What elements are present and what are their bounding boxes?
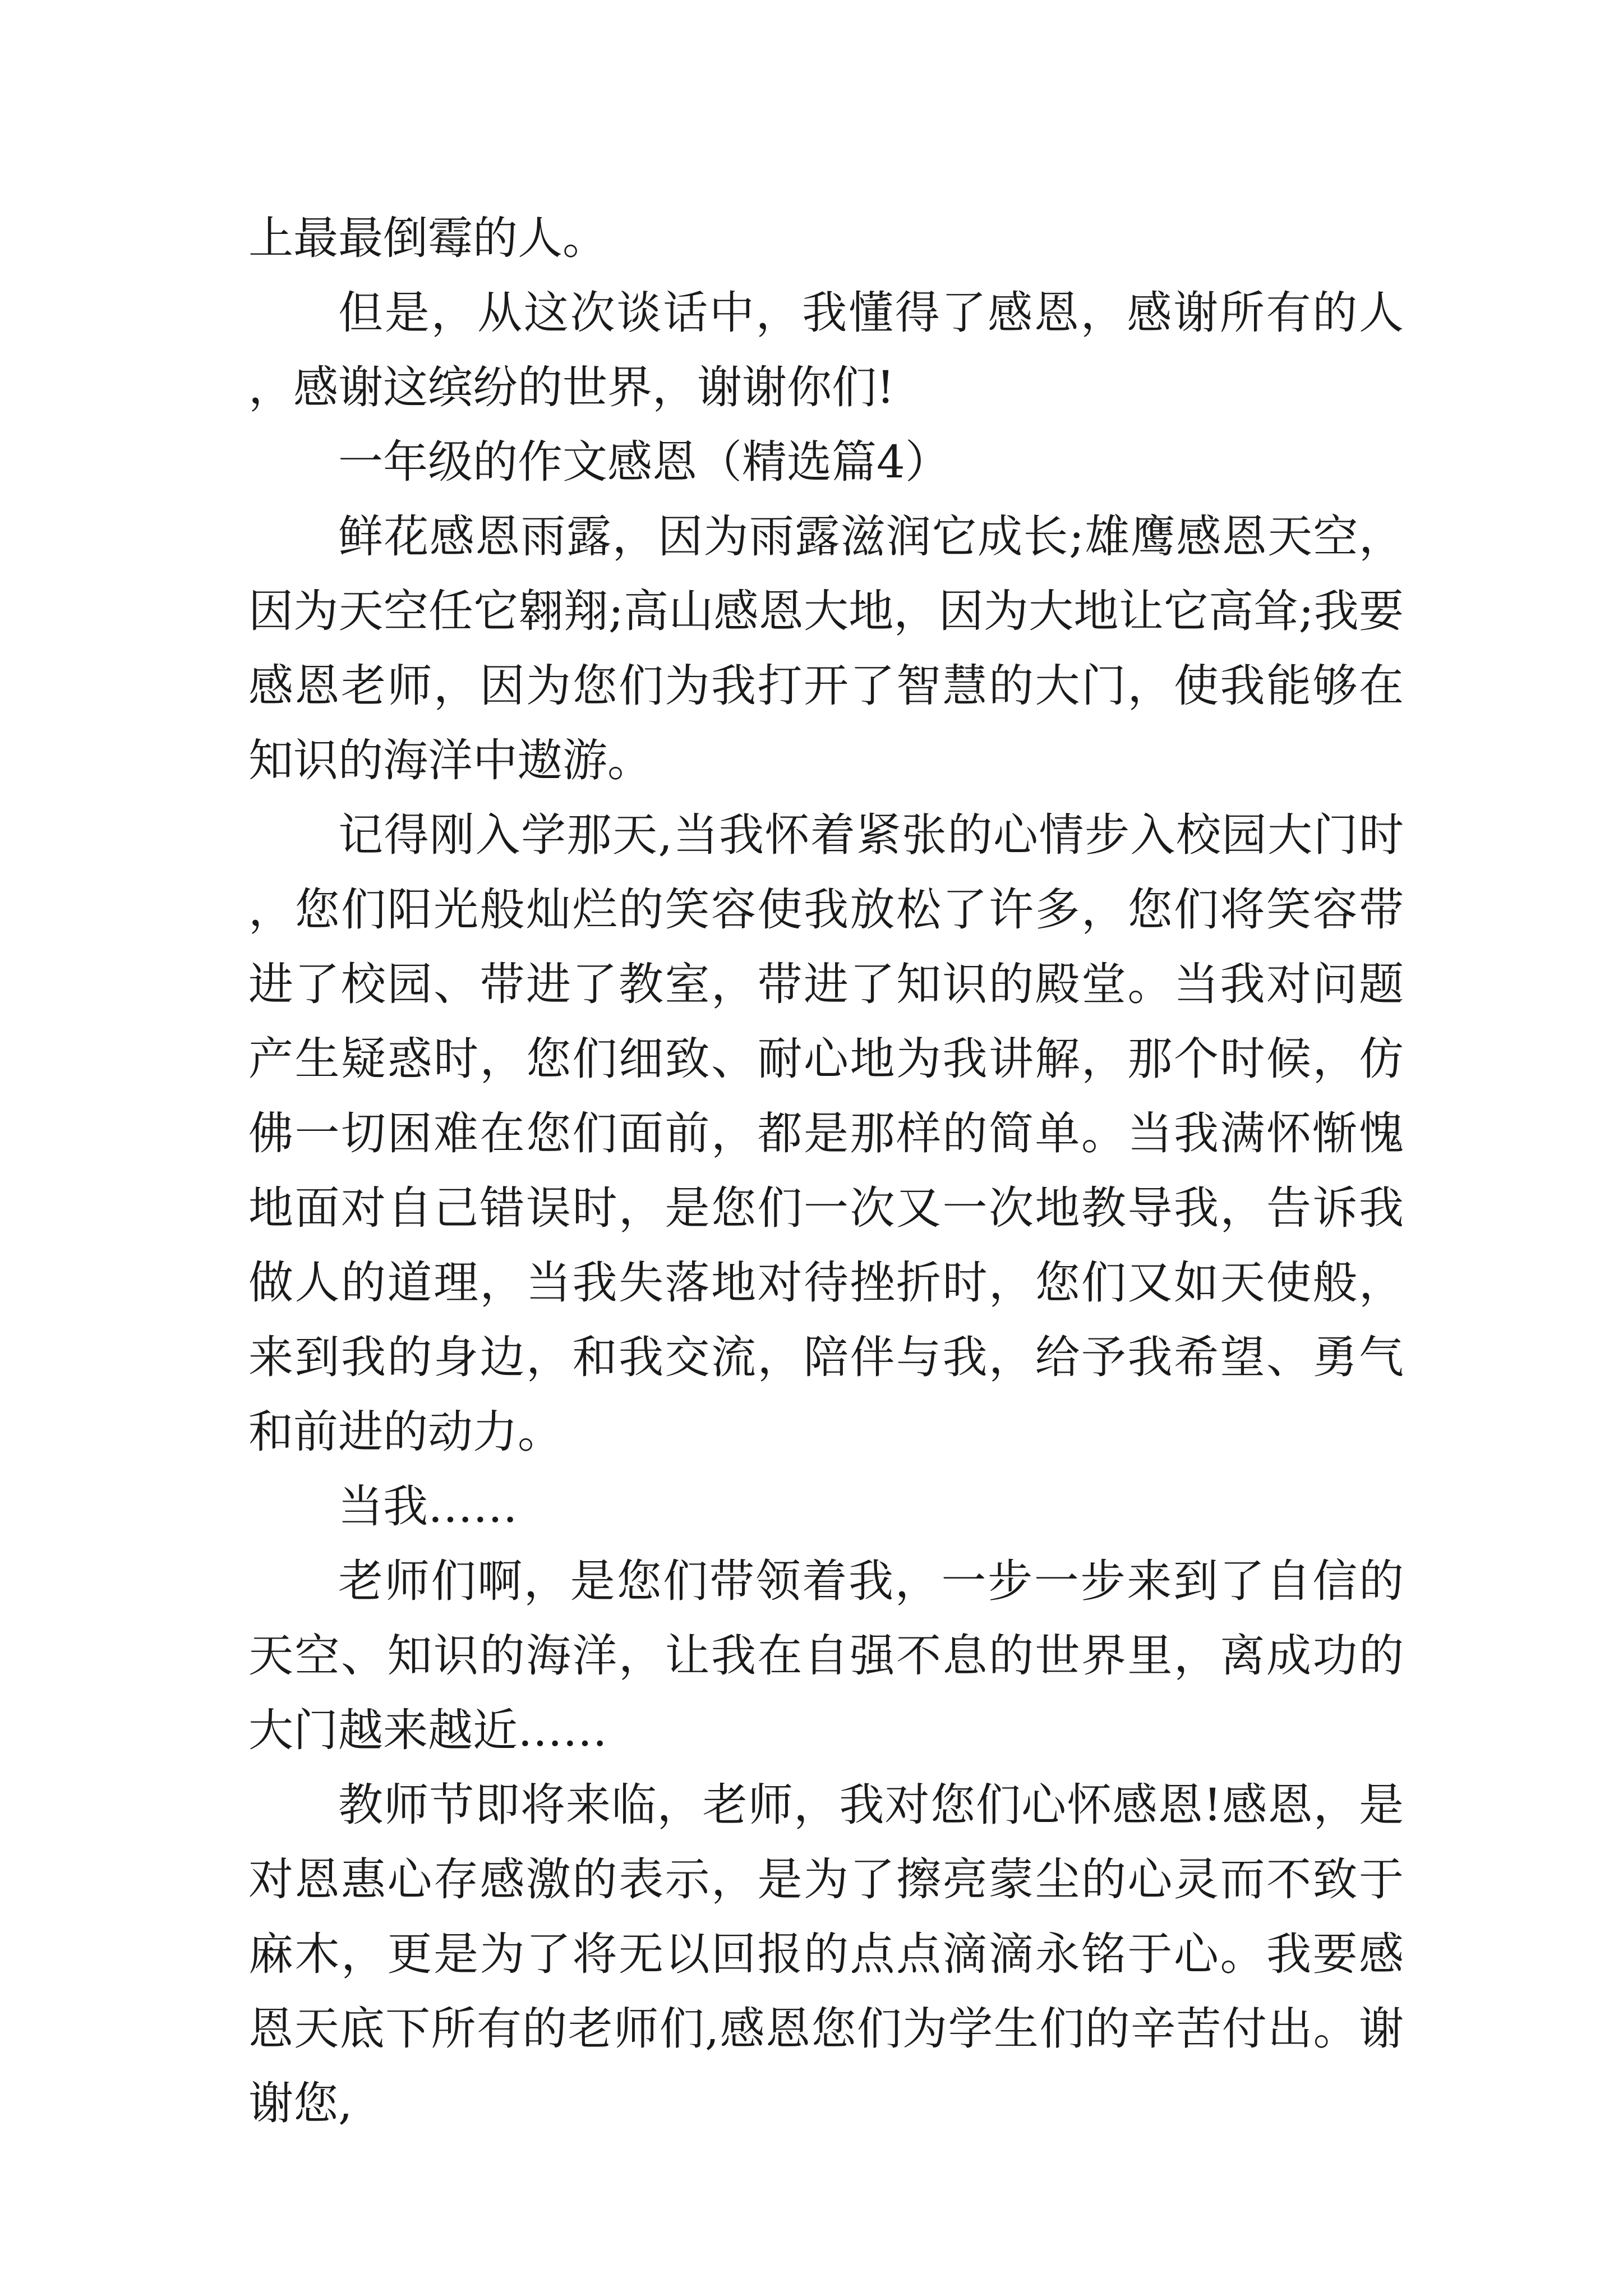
essay-body xyxy=(248,201,1404,2141)
paragraph-teachers: 老师们啊，是您们带领着我，一步一步来到了自信的天空、知识的海洋，让我在自强不息的世界里，离成功的大门越来越近…… xyxy=(248,1555,1404,1756)
paragraph-continuation: 上最最倒霉的人。 xyxy=(248,212,607,264)
paragraph-teachers-day: 教师节即将来临，老师，我对您们心怀感恩!感恩，是对恩惠心存感激的表示，是为了擦亮蒙尘的心灵而不致于麻木，更是为了将无以回报的点点滴滴永铭于心。我要感恩天底下所有的老师们,感恩您们为学生们的辛苦付出。谢谢您, xyxy=(248,1779,1404,2129)
paragraph-intro: 鲜花感恩雨露，因为雨露滋润它成长;雄鹰感恩天空，因为天空任它翱翔;高山感恩大地，因为大地让它高耸;我要感恩老师，因为您们为我打开了智慧的大门，使我能够在知识的海洋中遨游。 xyxy=(248,510,1404,786)
paragraph-gratitude-ending: 但是，从这次谈话中，我懂得了感恩，感谢所有的人，感谢这缤纷的世界，谢谢你们! xyxy=(248,287,1404,413)
paragraph-memories: 记得刚入学那天,当我怀着紧张的心情步入校园大门时，您们阳光般灿烂的笑容使我放松了许多，您们将笑容带进了校园、带进了教室，带进了知识的殿堂。当我对问题产生疑惑时，您们细致、耐心地为我讲解，那个时候，仿佛一切困难在您们面前，都是那样的简单。当我满怀惭愧地面对自己错误时，是您们一次又一次地教导我，告诉我做人的道理，当我失落地对待挫折时，您们又如天使般，来到我的身边，和我交流，陪伴与我，给予我希望、勇气和前进的动力。 xyxy=(248,809,1404,1458)
essay-title: 一年级的作文感恩（精选篇4） xyxy=(338,436,950,488)
paragraph-when-i: 当我…… xyxy=(338,1480,518,1533)
